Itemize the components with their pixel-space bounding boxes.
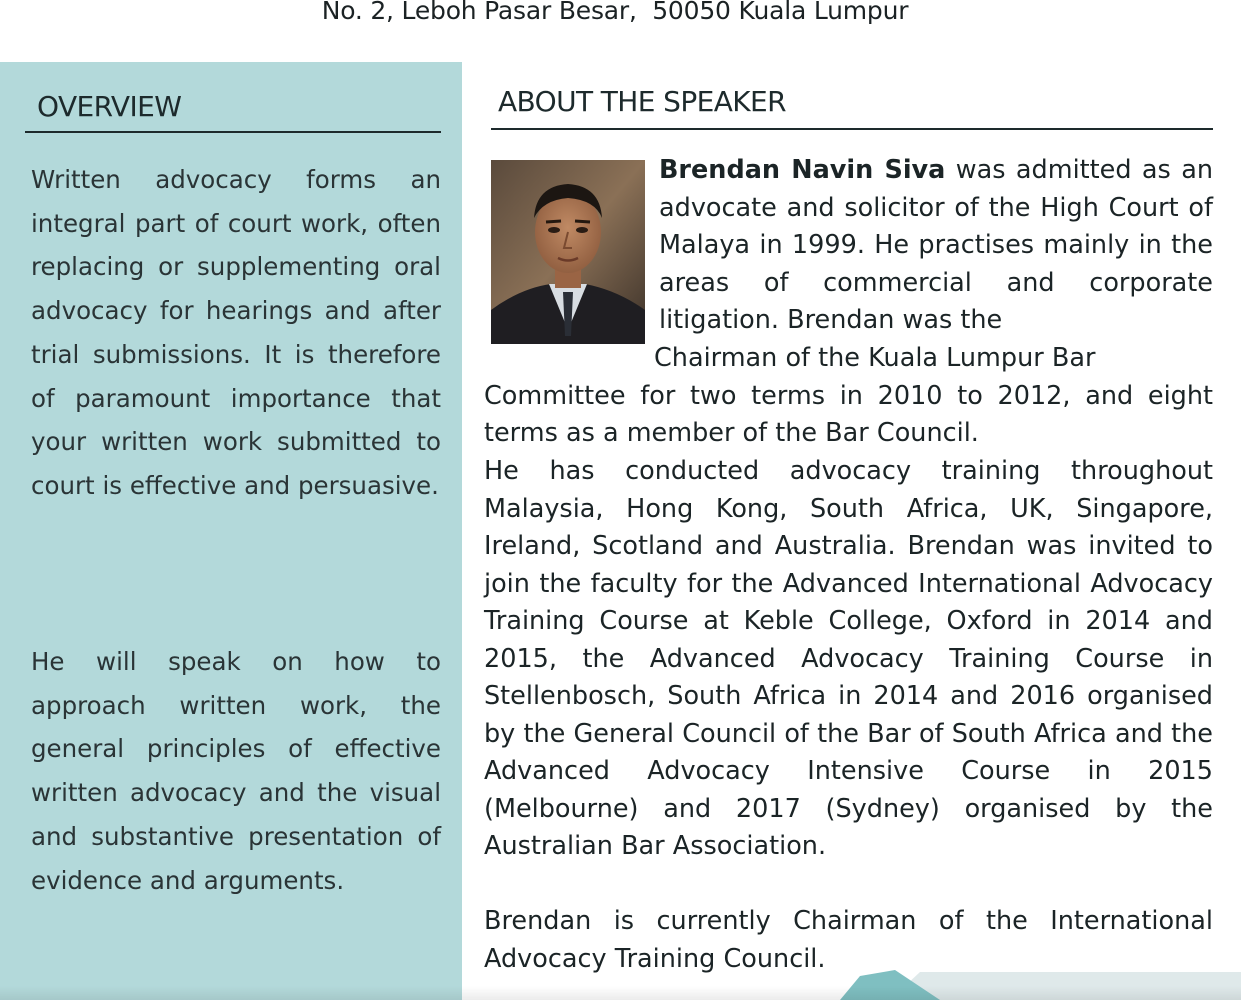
- page-bottom-shadow: [0, 986, 1241, 1000]
- overview-paragraph: He will speak on how to approach written work, the general principles of effective written advocacy and the visual and substantive presentation of evidence and arguments.: [31, 647, 441, 895]
- overview-divider: [25, 131, 441, 133]
- overview-heading: OVERVIEW: [37, 90, 182, 123]
- speaker-bio-paragraph: Brendan is currently Chairman of the International Advocacy Training Council.: [484, 906, 1213, 974]
- speaker-bio-paragraph: He has conducted advocacy training throughout Malaysia, Hong Kong, South Africa, UK, Singapore, Ireland, Scotland and Australia. Brendan was invited to join the faculty for the Advanced International Advocacy Training Course at Keble College, Oxford in 2014 and 2015, the Advanced Advocacy Training Course in Stellenbosch, South Africa in 2014 and 2016 organised by the General Council of the Bar of South Africa and the Advanced Advocacy Intensive Course in 2015 (Melbourne) and 2017 (Sydney) organised by the Australian Bar Association.: [484, 456, 1213, 861]
- speaker-divider: [491, 128, 1213, 130]
- venue-address: No. 2, Leboh Pasar Besar, 50050 Kuala Lumpur: [321, 0, 909, 25]
- speaker-bio-intro-text: was admitted as an advocate and solicitor of the High Court of Malaya in 1999. He practises mainly in the areas of commercial and corporate litigation. Brendan was the: [659, 155, 1213, 335]
- overview-paragraph: Written advocacy forms an integral part of court work, often replacing or supplementing oral advocacy for hearings and after trial submissions. It is therefore of paramount importance that your written work submitted to court is effective and persuasive.: [31, 165, 441, 500]
- speaker-bio-text: Committee for two terms in 2010 to 2012, and eight terms as a member of the Bar Council.: [484, 380, 1213, 448]
- speaker-name: Brendan Navin Siva: [659, 155, 946, 185]
- speaker-heading: ABOUT THE SPEAKER: [498, 85, 786, 118]
- speaker-bio-paragraph: [484, 340, 1213, 453]
- speaker-photo: [491, 160, 645, 344]
- speaker-bio-line: Chairman of the Kuala Lumpur Bar: [654, 343, 1096, 373]
- speaker-bio-intro: [659, 152, 1213, 340]
